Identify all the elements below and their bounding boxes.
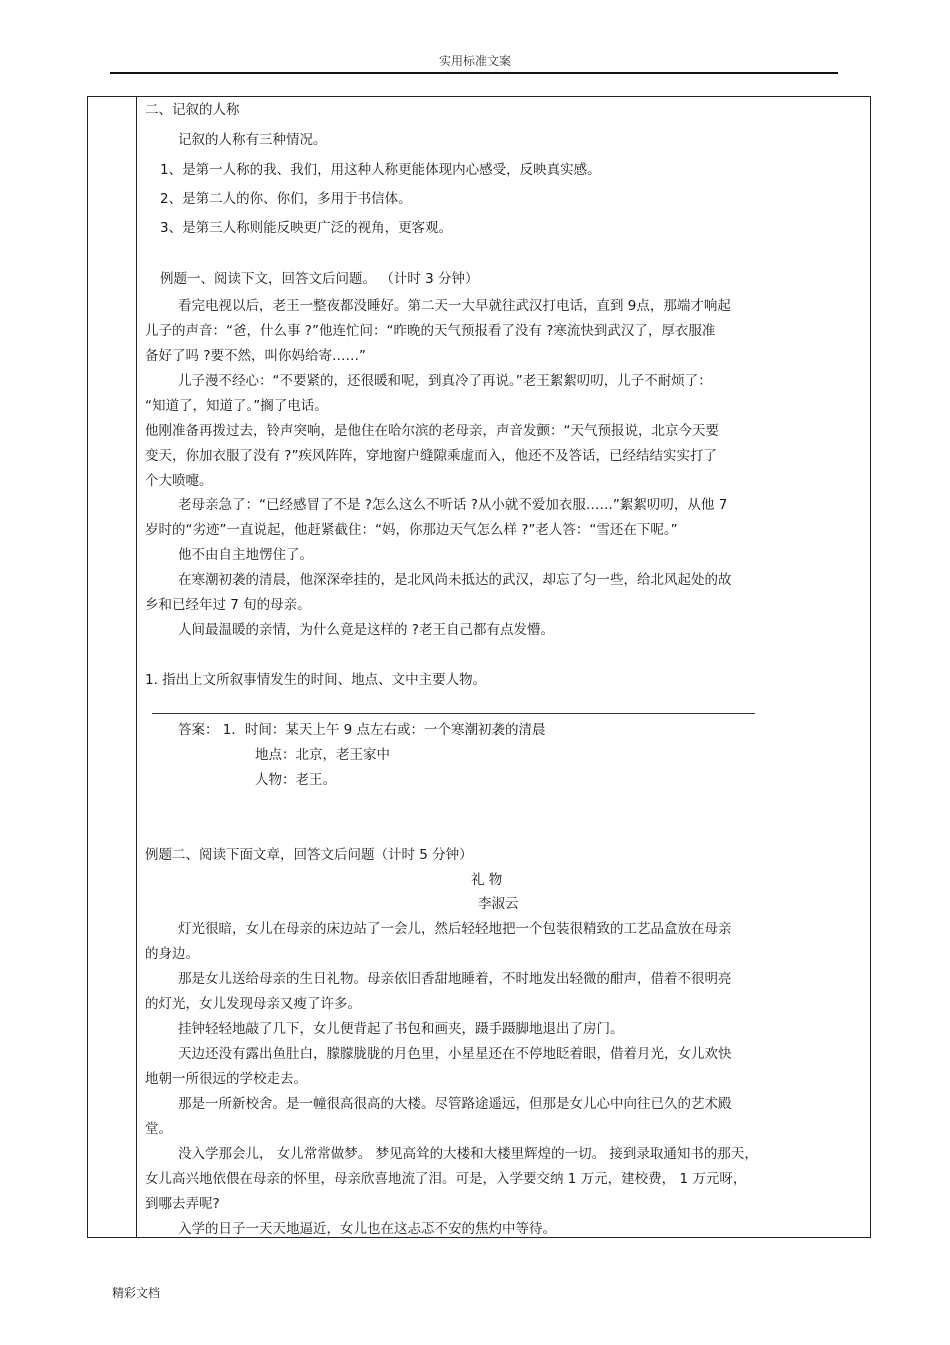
text-line: 岁时的“劣迹”一直说起，他赶紧截住：“妈，你那边天气怎么样 ?”老人答：“雪还在下呢。”: [145, 522, 678, 538]
text-line: 的灯光，女儿发现母亲又瘦了许多。: [145, 996, 361, 1012]
text-line: 乡和已经年过 7 旬的母亲。: [145, 597, 311, 613]
text-line: “知道了，知道了。”搁了电话。: [145, 398, 328, 414]
text-line: 2、是第二人的你、你们，多用于书信体。: [160, 191, 412, 207]
text-line: 挂钟轻轻地敲了几下，女儿便背起了书包和画夹，蹑手蹑脚地退出了房门。: [178, 1021, 624, 1037]
text-line: 儿子的声音：“爸，什么事 ?”他连忙问：“昨晚的天气预报看了没有 ?寒流快到武汉了，厚衣服准: [145, 323, 716, 339]
text-line: 看完电视以后，老王一整夜都没睡好。第二天一大早就往武汉打电话，直到 9点，那端才响起: [178, 298, 731, 314]
answer-blank-line: [152, 713, 755, 714]
text-line: 记叙的人称有三种情况。: [178, 132, 327, 148]
header-rule: [110, 72, 838, 74]
text-line: 入学的日子一天天地逼近，女儿也在这忐忑不安的焦灼中等待。: [178, 1221, 556, 1237]
text-line: 灯光很暗，女儿在母亲的床边站了一会儿，然后轻轻地把一个包装很精致的工艺品盒放在母亲: [178, 921, 732, 937]
text-line: 到哪去弄呢?: [145, 1196, 220, 1212]
text-line: 人物：老王。: [255, 772, 336, 788]
text-line: 例题二、阅读下面文章，回答文后问题（计时 5 分钟）: [145, 847, 473, 863]
text-line: 没入学那会儿， 女儿常常做梦。 梦见高耸的大楼和大楼里辉煌的一切。 接到录取通知书的那天，: [178, 1146, 758, 1162]
text-line: 在寒潮初袭的清晨，他深深牵挂的，是北风尚未抵达的武汉，却忘了匀一些，给北风起处的故: [178, 572, 732, 588]
text-line: 人间最温暖的亲情，为什么竟是这样的 ?老王自己都有点发懵。: [178, 622, 554, 638]
table-column-divider: [136, 96, 137, 1238]
text-line: 他刚准备再拨过去，铃声突响，是他住在哈尔滨的老母亲，声音发颤：“天气预报说，北京今天要: [145, 423, 719, 439]
text-line: 变天，你加衣服了没有 ?”疾风阵阵，穿地窗户缝隙乘虚而入，他还不及答话，已经结结实实打了: [145, 448, 717, 464]
text-line: 老母亲急了：“已经感冒了不是 ?怎么这么不听话 ?从小就不爱加衣服……”絮絮叨叨，从他 7: [178, 497, 728, 513]
text-line: 地朝一所很远的学校走去。: [145, 1071, 307, 1087]
text-line: 例题一、阅读下文，回答文后问题。 （计时 3 分钟）: [160, 271, 479, 287]
text-line: 个大喷嚏。: [145, 473, 213, 489]
text-line: 答案： 1．时间：某天上午 9 点左右或：一个寒潮初袭的清晨: [178, 722, 546, 738]
text-line: 3、是第三人称则能反映更广泛的视角，更客观。: [160, 220, 453, 236]
text-line: 1. 指出上文所叙事情发生的时间、地点、文中主要人物。: [145, 672, 487, 688]
text-line: 儿子漫不经心：“不要紧的，还很暖和呢，到真冷了再说。”老王絮絮叨叨，儿子不耐烦了：: [178, 373, 712, 389]
text-line: 的身边。: [145, 946, 199, 962]
content-table: [87, 96, 871, 1238]
page-header: 实用标准文案: [438, 54, 511, 68]
text-line: 那是女儿送给母亲的生日礼物。母亲依旧香甜地睡着，不时地发出轻微的酣声，借着不很明亮: [178, 971, 732, 987]
text-line: 天边还没有露出鱼肚白，朦朦胧胧的月色里，小星星还在不停地眨着眼，借着月光，女儿欢快: [178, 1046, 732, 1062]
text-line: 堂。: [145, 1121, 172, 1137]
text-line: 那是一所新校舍。是一幢很高很高的大楼。尽管路途遥远，但那是女儿心中向往已久的艺术殿: [178, 1096, 732, 1112]
page-footer: 精彩文档: [112, 1286, 161, 1300]
text-line: 礼 物: [471, 872, 503, 888]
text-line: 1、是第一人称的我、我们，用这种人称更能体现内心感受，反映真实感。: [160, 162, 601, 178]
text-line: 他不由自主地愣住了。: [178, 547, 313, 563]
text-line: 李淑云: [478, 896, 519, 912]
text-line: 二、记叙的人称: [145, 102, 240, 118]
text-line: 备好了吗 ?要不然，叫你妈给寄……”: [145, 348, 366, 364]
text-line: 女儿高兴地依偎在母亲的怀里，母亲欣喜地流了泪。可是，入学要交纳 1 万元，建校费， 1 万元呀，: [145, 1171, 747, 1187]
text-line: 地点：北京，老王家中: [255, 747, 390, 763]
